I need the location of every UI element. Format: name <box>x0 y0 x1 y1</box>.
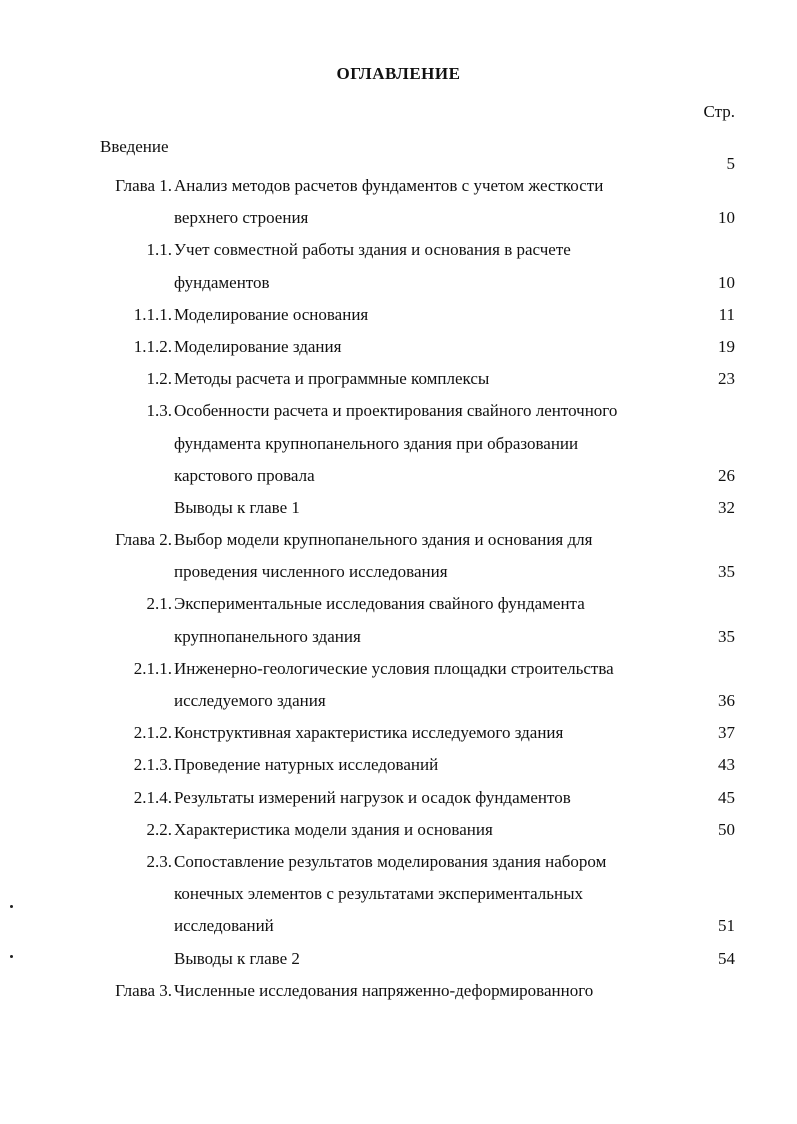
toc-entry-number: 2.3. <box>146 851 172 871</box>
toc-line <box>0 460 797 492</box>
toc-line <box>0 524 797 556</box>
toc-entry-page: 10 <box>718 272 735 292</box>
toc-entry <box>0 395 797 492</box>
toc-line <box>0 878 797 910</box>
toc-line <box>0 814 797 846</box>
toc-line <box>0 653 797 685</box>
toc-entry-text: карстового провала <box>174 465 315 485</box>
toc-entry-page: 50 <box>718 819 735 839</box>
toc-entry <box>0 653 797 717</box>
scan-speck <box>10 955 13 958</box>
toc-line <box>0 331 797 363</box>
toc-line <box>0 234 797 266</box>
toc-entry-text: Моделирование здания <box>174 336 342 356</box>
toc-line <box>0 588 797 620</box>
toc-entry-text: верхнего строения <box>174 208 309 228</box>
toc-entry-page: 51 <box>718 916 735 936</box>
toc-entry-page: 35 <box>718 562 735 582</box>
toc-entry <box>0 363 797 395</box>
toc-entry-text: Конструктивная характеристика исследуемого здания <box>174 723 564 743</box>
toc-entry-number: 1.1. <box>146 240 172 260</box>
toc-entry-text: Сопоставление результатов моделирования здания набором <box>174 851 607 871</box>
toc-line <box>0 782 797 814</box>
toc-intro-label: Введение <box>100 137 169 156</box>
toc-entry-text: исследуемого здания <box>174 691 326 710</box>
toc-entry <box>0 234 797 298</box>
toc-entry <box>0 588 797 652</box>
toc-entry-text: Выводы к главе 1 <box>174 497 300 517</box>
toc-entry-page: 11 <box>718 304 735 324</box>
toc-entry-page: 35 <box>718 626 735 646</box>
toc-entry <box>0 814 797 846</box>
toc-entry-number: Глава 1. <box>115 176 172 195</box>
toc-entry <box>0 299 797 331</box>
toc-entry-page: 26 <box>718 465 735 485</box>
toc-entry <box>0 492 797 524</box>
toc-line <box>0 717 797 749</box>
toc-entry <box>0 524 797 588</box>
toc-entry <box>0 943 797 975</box>
toc-entry-text: Результаты измерений нагрузок и осадок фундаментов <box>174 787 571 807</box>
toc-line <box>0 685 797 717</box>
toc-line <box>0 621 797 653</box>
toc-entry-text: фундамента крупнопанельного здания при образовании <box>174 433 579 453</box>
page-title: ОГЛАВЛЕНИЕ <box>336 64 461 83</box>
toc-entry <box>0 782 797 814</box>
toc-entry-text: исследований <box>174 916 274 936</box>
toc-line <box>0 395 797 427</box>
toc-entry-text: Выводы к главе 2 <box>174 948 300 968</box>
toc-entry-text: Характеристика модели здания и основания <box>174 819 493 839</box>
toc-entry-page: 36 <box>718 691 735 710</box>
toc-line <box>0 749 797 781</box>
toc-entry-text: конечных элементов с результатами экспериментальных <box>174 884 584 904</box>
toc-entry <box>0 170 797 234</box>
toc-entry-page: 19 <box>718 336 735 356</box>
toc-entry-text: Инженерно-геологические условия площадки строительства <box>174 658 614 678</box>
toc-entry-number: 1.1.1. <box>133 304 172 324</box>
toc-entry-page: 23 <box>718 369 735 389</box>
toc-line <box>0 492 797 524</box>
toc-entry-text: Численные исследования напряженно-деформированного <box>174 980 594 1000</box>
toc-entry-text: Методы расчета и программные комплексы <box>174 369 490 389</box>
toc-line <box>0 943 797 975</box>
table-of-contents <box>0 170 797 1007</box>
toc-entry-number: 2.1.2. <box>133 723 172 743</box>
toc-entry-page: 54 <box>718 948 735 968</box>
toc-line <box>0 363 797 395</box>
toc-entry <box>0 975 797 1007</box>
toc-entry-number: 2.1.1. <box>133 658 172 678</box>
toc-line <box>0 556 797 588</box>
toc-intro-page: 5 <box>726 154 735 173</box>
toc-line <box>0 975 797 1007</box>
toc-line <box>0 170 797 202</box>
toc-entry-text: Экспериментальные исследования свайного фундамента <box>174 594 585 614</box>
toc-entry-text: крупнопанельного здания <box>174 626 361 646</box>
toc-entry <box>0 846 797 943</box>
toc-entry-text: Моделирование основания <box>174 304 369 324</box>
toc-entry-page: 10 <box>718 208 735 228</box>
toc-entry-page: 45 <box>718 787 735 807</box>
toc-line <box>0 299 797 331</box>
toc-line <box>0 910 797 942</box>
scan-speck <box>10 905 13 908</box>
toc-entry <box>0 749 797 781</box>
toc-entry-page: 32 <box>718 497 735 517</box>
toc-entry-number: 2.2. <box>146 819 172 839</box>
toc-entry-number: Глава 2. <box>115 530 172 550</box>
toc-entry-text: Анализ методов расчетов фундаментов с учетом жесткости <box>174 176 604 195</box>
toc-entry-number: 1.2. <box>146 369 172 389</box>
toc-line <box>0 202 797 234</box>
page-column-label: Стр. <box>703 102 735 121</box>
toc-line <box>0 428 797 460</box>
toc-entry-page: 43 <box>718 755 735 775</box>
toc-entry <box>0 331 797 363</box>
toc-entry-page: 37 <box>718 723 735 743</box>
toc-entry-number: 1.3. <box>146 401 172 421</box>
toc-entry-number: 2.1. <box>146 594 172 614</box>
toc-line <box>0 267 797 299</box>
toc-entry-number: 1.1.2. <box>133 336 172 356</box>
toc-entry-text: Особенности расчета и проектирования свайного ленточного <box>174 401 618 421</box>
toc-entry-text: Учет совместной работы здания и основания в расчете <box>174 240 571 260</box>
toc-entry-text: проведения численного исследования <box>174 562 448 582</box>
toc-entry <box>0 717 797 749</box>
toc-entry-number: 2.1.4. <box>133 787 172 807</box>
toc-entry-text: фундаментов <box>174 272 270 292</box>
toc-entry-number: Глава 3. <box>115 980 172 1000</box>
toc-line <box>0 846 797 878</box>
toc-entry-text: Проведение натурных исследований <box>174 755 439 775</box>
toc-entry-text: Выбор модели крупнопанельного здания и основания для <box>174 530 593 550</box>
toc-entry-number: 2.1.3. <box>133 755 172 775</box>
